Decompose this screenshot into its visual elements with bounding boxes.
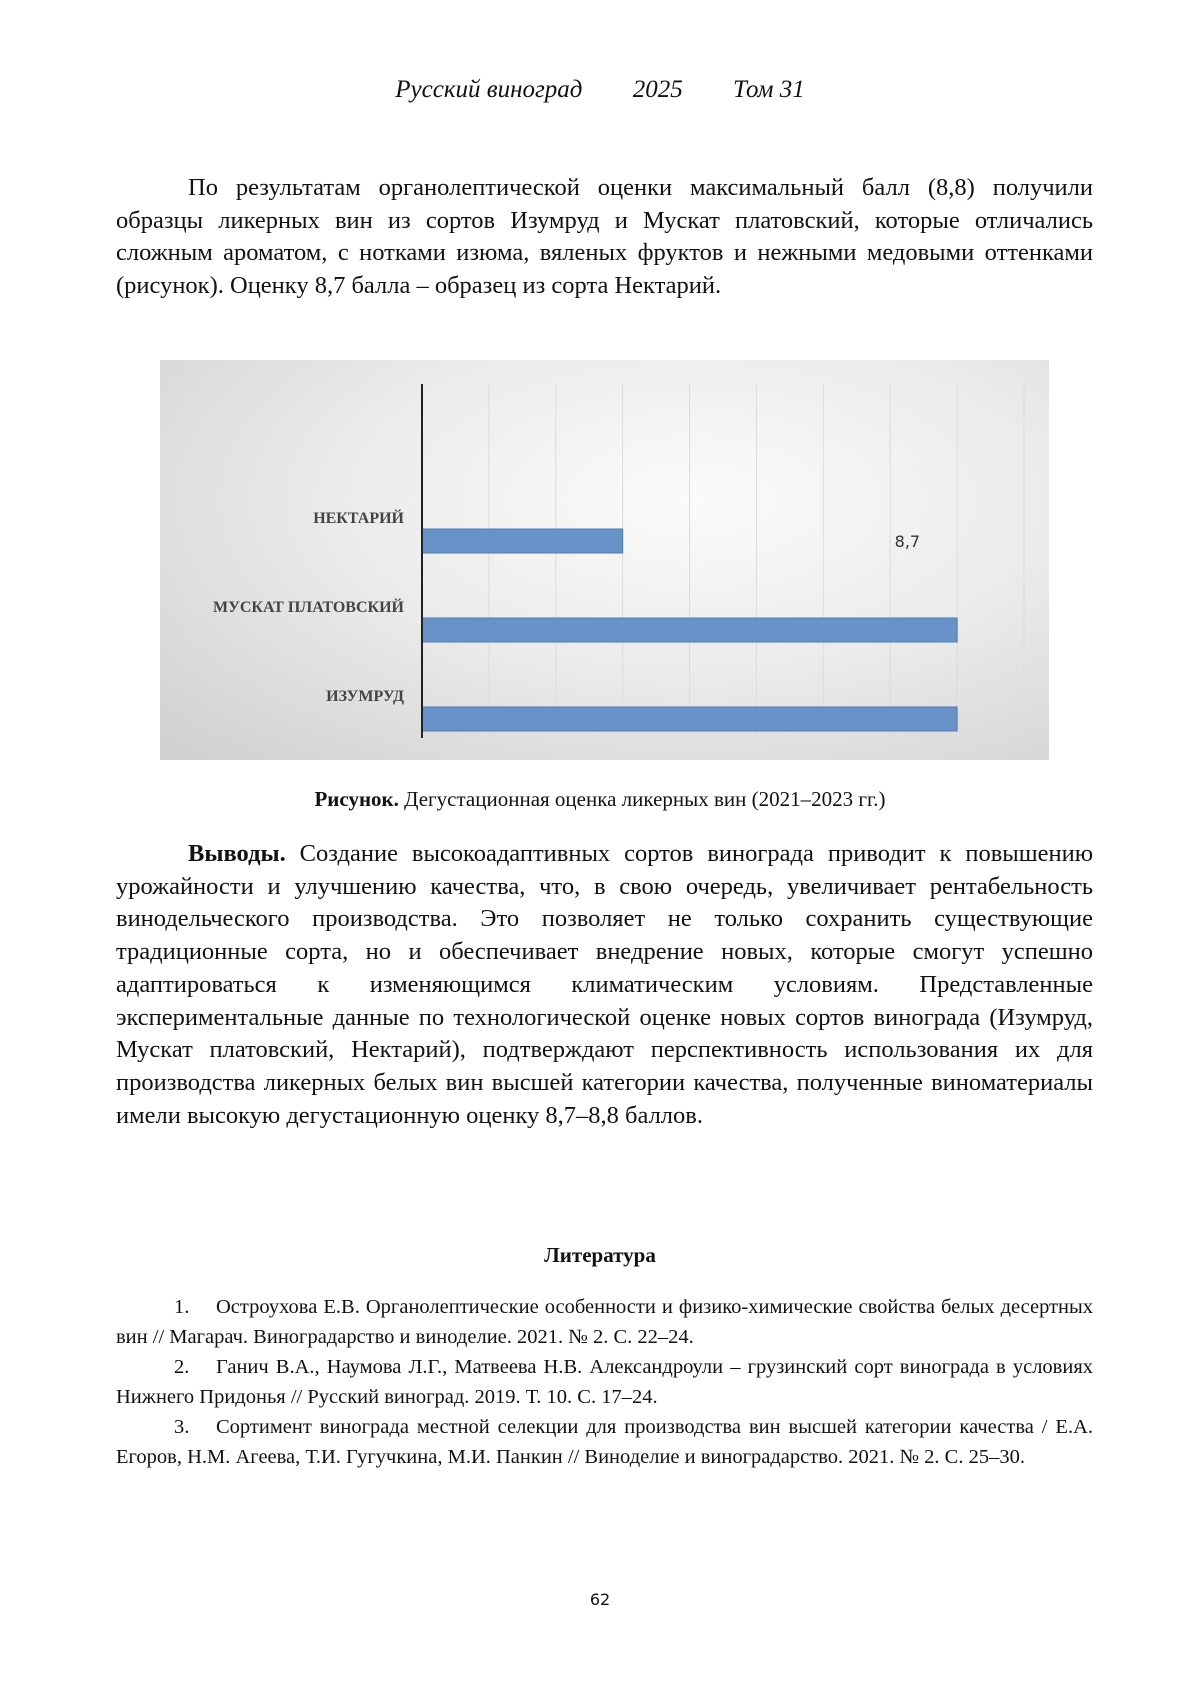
reference-number: 3. — [174, 1412, 216, 1442]
reference-item — [116, 1292, 1093, 1352]
reference-number: 1. — [174, 1292, 216, 1322]
data-label: 8,7 — [895, 532, 920, 551]
conclusions-text: Создание высокоадаптивных сортов винограда приводит к повышению урожайности и улучшению качества, что, в свою очередь, увеличивает рентабельность винодельческого производства. Это позволяет не только сохранить существующие традиционные сорта, но и обеспечивает внедрение новых, которые смогут успешно адаптироваться к изменяющимся климатическим условиям. Представленные экспериментальные данные по технологической оценке новых сортов винограда (Изумруд, Мускат платовский, Нектарий), подтверждают перспективность использования их для производства ликерных белых вин высшей категории качества, полученные виноматериалы имели высокую дегустационную оценку 8,7–8,8 баллов. — [116, 840, 1093, 1129]
bar — [422, 618, 957, 642]
bar — [422, 529, 623, 553]
conclusions-label: Выводы. — [188, 840, 286, 867]
category-label: НЕКТАРИЙ — [313, 508, 404, 527]
reference-number: 2. — [174, 1352, 216, 1382]
running-header — [0, 76, 1200, 104]
paragraph-text: По результатам органолептической оценки максимальный балл (8,8) получили образцы ликерных вин из сортов Изумруд и Мускат платовский, которые отличались сложным ароматом, с нотками изюма, вяленых фруктов и нежными медовыми оттенками (рисунок). Оценку 8,7 балла – образец из сорта Нектарий. — [116, 172, 1093, 303]
category-label: МУСКАТ ПЛАТОВСКИЙ — [213, 597, 405, 616]
journal-volume: Том 31 — [733, 76, 805, 103]
reference-item — [116, 1352, 1093, 1412]
results-paragraph — [116, 172, 1093, 303]
figure-caption — [0, 787, 1200, 812]
page-number: 62 — [0, 1590, 1200, 1609]
reference-text: Сортимент винограда местной селекции для производства вин высшей категории качества / Е.А. Егоров, Н.М. Агеева, Т.И. Гугучкина, М.И. Панкин // Виноделие и виноградарство. 2021. № 2. С. 25–30. — [116, 1416, 1093, 1468]
reference-text: Остроухова Е.В. Органолептические особенности и физико-химические свойства белых десертных вин // Магарач. Виноградарство и виноделие. 2021. № 2. С. 22–24. — [116, 1296, 1093, 1348]
caption-text: Дегустационная оценка ликерных вин (2021–2023 гг.) — [399, 787, 886, 811]
conclusions-paragraph — [116, 838, 1093, 1132]
bar — [422, 707, 957, 731]
caption-label: Рисунок. — [314, 787, 398, 811]
journal-name: Русский виноград — [395, 76, 582, 103]
reference-text: Ганич В.А., Наумова Л.Г., Матвеева Н.В. Александроули – грузинский сорт винограда в условиях Нижнего Придонья // Русский виноград. 2019. Т. 10. С. 17–24. — [116, 1356, 1093, 1408]
chart-svg — [160, 360, 1049, 760]
reference-item — [116, 1412, 1093, 1472]
bar-chart — [160, 360, 1049, 760]
literature-heading: Литература — [0, 1243, 1200, 1268]
journal-year: 2025 — [633, 76, 683, 103]
reference-list — [116, 1292, 1093, 1472]
category-label: ИЗУМРУД — [326, 688, 404, 705]
